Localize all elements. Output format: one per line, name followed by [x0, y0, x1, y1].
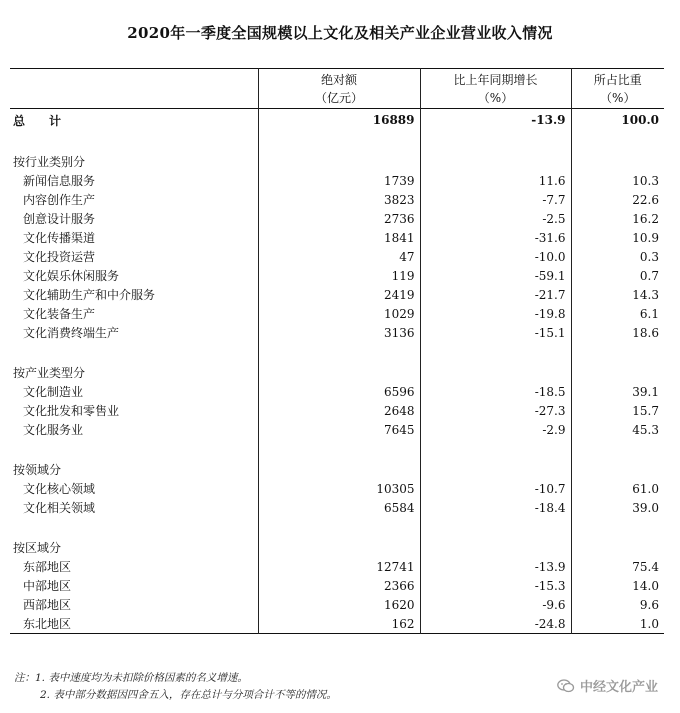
- empty-cell: [571, 460, 664, 479]
- empty-cell: [571, 538, 664, 557]
- spacer-row: [10, 439, 664, 460]
- cell-value: 162: [258, 614, 420, 634]
- table-row: [10, 247, 664, 266]
- empty-cell: [258, 517, 420, 538]
- cell-value: 7645: [258, 420, 420, 439]
- total-label: 总 计: [13, 113, 68, 128]
- cell-value: 2648: [258, 401, 420, 420]
- cell-share: 1.0: [571, 614, 664, 634]
- cell-growth: -19.8: [420, 304, 571, 323]
- empty-cell: [420, 439, 571, 460]
- spacer-row: [10, 517, 664, 538]
- empty-cell: [10, 342, 258, 363]
- wechat-icon: [557, 679, 575, 693]
- cell-share: 9.6: [571, 595, 664, 614]
- cell-label: 文化相关领域: [23, 501, 96, 515]
- cell-share: 45.3: [571, 420, 664, 439]
- statistics-table: [10, 68, 664, 634]
- total-growth: -13.9: [420, 109, 571, 132]
- cell-label: 文化传播渠道: [23, 231, 96, 245]
- group-row: [10, 460, 664, 479]
- cell-share: 14.0: [571, 576, 664, 595]
- table-row: [10, 190, 664, 209]
- table-row: [10, 209, 664, 228]
- cell-growth: -31.6: [420, 228, 571, 247]
- cell-label: 东北地区: [23, 617, 72, 631]
- empty-cell: [571, 439, 664, 460]
- table-row: [10, 171, 664, 190]
- group-heading: 按领域分: [13, 463, 62, 477]
- header-value: 绝对额: [258, 69, 420, 89]
- cell-growth: -18.4: [420, 498, 571, 517]
- cell-share: 10.9: [571, 228, 664, 247]
- cell-label: 文化投资运营: [23, 250, 96, 264]
- cell-label: 文化消费终端生产: [23, 326, 120, 340]
- empty-cell: [420, 342, 571, 363]
- cell-growth: -18.5: [420, 382, 571, 401]
- header-growth-unit: （%）: [420, 88, 571, 109]
- table-row: [10, 228, 664, 247]
- group-heading: 按行业类别分: [13, 155, 86, 169]
- cell-label: 文化批发和零售业: [23, 404, 120, 418]
- cell-share: 39.1: [571, 382, 664, 401]
- cell-share: 18.6: [571, 323, 664, 342]
- cell-share: 39.0: [571, 498, 664, 517]
- cell-growth: -2.9: [420, 420, 571, 439]
- total-share: 100.0: [571, 109, 664, 132]
- table-row: [10, 304, 664, 323]
- group-row: [10, 363, 664, 382]
- group-row: [10, 152, 664, 171]
- footnote-1: 注：1. 表中速度均为未扣除价格因素的名义增速。: [14, 672, 248, 684]
- cell-value: 47: [258, 247, 420, 266]
- cell-share: 6.1: [571, 304, 664, 323]
- cell-growth: -13.9: [420, 557, 571, 576]
- empty-cell: [420, 363, 571, 382]
- empty-cell: [420, 460, 571, 479]
- cell-value: 2419: [258, 285, 420, 304]
- cell-share: 0.7: [571, 266, 664, 285]
- empty-cell: [258, 538, 420, 557]
- cell-label: 文化辅助生产和中介服务: [23, 288, 156, 302]
- empty-cell: [571, 363, 664, 382]
- cell-growth: -21.7: [420, 285, 571, 304]
- cell-value: 119: [258, 266, 420, 285]
- total-value: 16889: [258, 109, 420, 132]
- spacer-row: [10, 342, 664, 363]
- cell-growth: -15.3: [420, 576, 571, 595]
- table-row: [10, 498, 664, 517]
- table-row: [10, 266, 664, 285]
- table-row: [10, 285, 664, 304]
- cell-label: 文化制造业: [23, 385, 84, 399]
- cell-share: 14.3: [571, 285, 664, 304]
- cell-label: 内容创作生产: [23, 193, 96, 207]
- cell-value: 12741: [258, 557, 420, 576]
- cell-value: 3823: [258, 190, 420, 209]
- cell-value: 6596: [258, 382, 420, 401]
- cell-growth: 11.6: [420, 171, 571, 190]
- cell-growth: -9.6: [420, 595, 571, 614]
- footnotes: [14, 670, 337, 704]
- cell-label: 创意设计服务: [23, 212, 96, 226]
- cell-value: 1841: [258, 228, 420, 247]
- cell-growth: -59.1: [420, 266, 571, 285]
- empty-cell: [258, 439, 420, 460]
- empty-cell: [258, 363, 420, 382]
- empty-cell: [258, 342, 420, 363]
- cell-growth: -24.8: [420, 614, 571, 634]
- cell-value: 2366: [258, 576, 420, 595]
- cell-label: 文化服务业: [23, 423, 84, 437]
- cell-growth: -10.7: [420, 479, 571, 498]
- table-row: [10, 401, 664, 420]
- header-share-unit: （%）: [571, 88, 664, 109]
- cell-label: 文化娱乐休闲服务: [23, 269, 120, 283]
- table-row: [10, 614, 664, 634]
- cell-share: 22.6: [571, 190, 664, 209]
- cell-value: 3136: [258, 323, 420, 342]
- footnote-2: 2. 表中部分数据因四舍五入，存在总计与分项合计不等的情况。: [40, 689, 337, 701]
- cell-share: 61.0: [571, 479, 664, 498]
- cell-growth: -27.3: [420, 401, 571, 420]
- empty-cell: [420, 131, 571, 152]
- spacer-row: [10, 131, 664, 152]
- cell-label: 中部地区: [23, 579, 72, 593]
- table-title: 2020年一季度全国规模以上文化及相关产业企业营业收入情况: [127, 24, 553, 42]
- cell-label: 文化核心领域: [23, 482, 96, 496]
- header-row-1: [10, 69, 664, 89]
- table-row: [10, 479, 664, 498]
- cell-growth: -2.5: [420, 209, 571, 228]
- group-heading: 按区域分: [13, 541, 62, 555]
- table-row: [10, 576, 664, 595]
- cell-growth: -10.0: [420, 247, 571, 266]
- header-blank: [10, 69, 258, 89]
- empty-cell: [571, 517, 664, 538]
- cell-value: 6584: [258, 498, 420, 517]
- group-heading: 按产业类型分: [13, 366, 86, 380]
- empty-cell: [10, 131, 258, 152]
- header-row-2: [10, 88, 664, 109]
- table-row: [10, 420, 664, 439]
- cell-value: 1620: [258, 595, 420, 614]
- table-row: [10, 382, 664, 401]
- table-row: [10, 557, 664, 576]
- group-row: [10, 538, 664, 557]
- empty-cell: [420, 152, 571, 171]
- header-value-unit: （亿元）: [258, 88, 420, 109]
- empty-cell: [10, 439, 258, 460]
- cell-label: 东部地区: [23, 560, 72, 574]
- table-row: [10, 323, 664, 342]
- cell-value: 1029: [258, 304, 420, 323]
- empty-cell: [10, 517, 258, 538]
- empty-cell: [420, 538, 571, 557]
- empty-cell: [571, 131, 664, 152]
- watermark: [557, 676, 658, 695]
- cell-label: 西部地区: [23, 598, 72, 612]
- watermark-text: 中经文化产业: [579, 680, 658, 695]
- empty-cell: [420, 517, 571, 538]
- cell-share: 75.4: [571, 557, 664, 576]
- table-row: [10, 595, 664, 614]
- empty-cell: [258, 460, 420, 479]
- cell-share: 15.7: [571, 401, 664, 420]
- cell-share: 16.2: [571, 209, 664, 228]
- empty-cell: [258, 131, 420, 152]
- empty-cell: [571, 152, 664, 171]
- cell-value: 10305: [258, 479, 420, 498]
- cell-share: 0.3: [571, 247, 664, 266]
- empty-cell: [571, 342, 664, 363]
- header-growth: 比上年同期增长: [420, 69, 571, 89]
- header-blank-2: [10, 88, 258, 109]
- cell-growth: -7.7: [420, 190, 571, 209]
- cell-value: 1739: [258, 171, 420, 190]
- cell-growth: -15.1: [420, 323, 571, 342]
- header-share: 所占比重: [571, 69, 664, 89]
- total-row: [10, 109, 664, 132]
- empty-cell: [258, 152, 420, 171]
- cell-value: 2736: [258, 209, 420, 228]
- cell-label: 新闻信息服务: [23, 174, 96, 188]
- cell-share: 10.3: [571, 171, 664, 190]
- cell-label: 文化装备生产: [23, 307, 96, 321]
